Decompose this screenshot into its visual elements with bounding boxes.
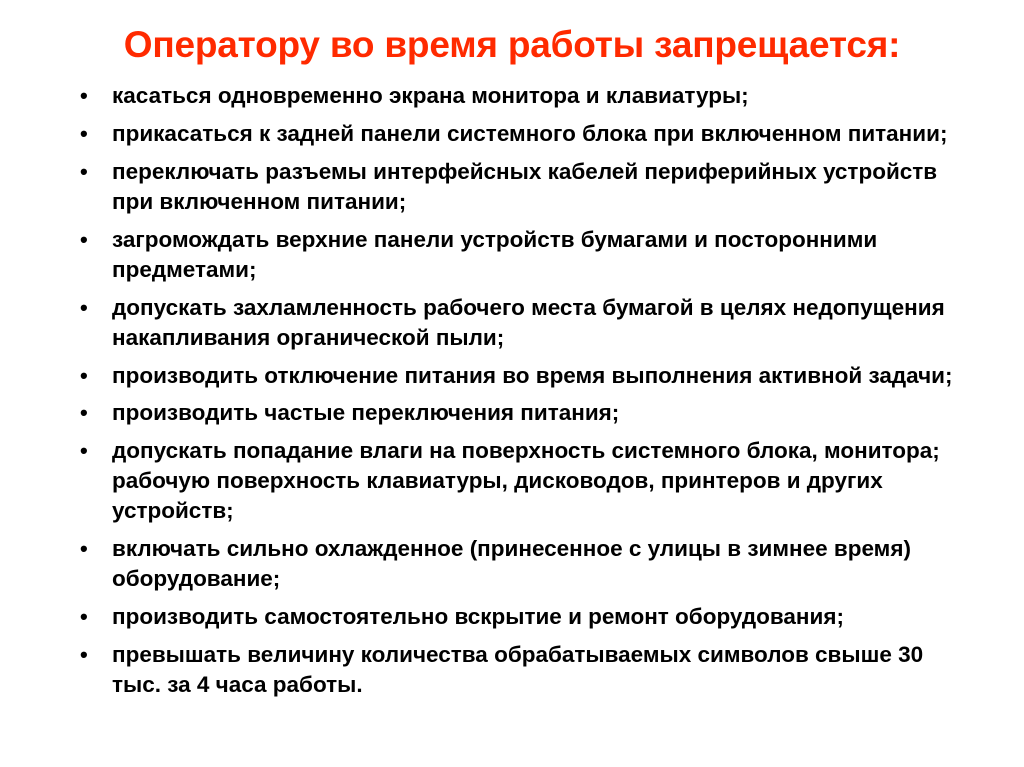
list-item-text: касаться одновременно экрана монитора и клавиатуры; [112,83,749,109]
page-title: Оператору во время работы запрещается: [123,24,901,65]
list-item-text: прикасаться к задней панели системного блока при включенном питании; [112,121,948,147]
bullet-icon: • [80,83,88,109]
list-item [62,225,978,285]
list-item [62,361,978,391]
list-item-text: производить самостоятельно вскрытие и ремонт оборудования; [112,603,844,629]
bullet-icon: • [80,536,88,562]
list-item [62,293,978,353]
list-item [62,119,978,149]
list-item-text: допускать попадание влаги на поверхность системного блока, монитора; рабочую поверхность клавиатуры, дисководов, принтеров и других устройств; [112,438,940,524]
bullet-icon: • [80,400,88,426]
list-item-text: превышать величину количества обрабатываемых символов свыше 30 тыс. за 4 часа работы. [112,641,924,697]
bullet-icon: • [80,438,88,464]
list-item [62,602,978,632]
list-item-text: загромождать верхние панели устройств бумагами и посторонними предметами; [112,226,878,282]
bullet-icon: • [80,362,88,388]
list-item-text: переключать разъемы интерфейсных кабелей периферийных устройств при включенном питании; [112,158,938,214]
bullet-icon: • [80,603,88,629]
list-item-text: включать сильно охлажденное (принесенное с улицы в зимнее время) оборудование; [112,536,911,592]
list-item [62,640,978,700]
bullet-icon: • [80,121,88,147]
list-item [62,398,978,428]
bullet-icon: • [80,158,88,184]
prohibitions-list [36,81,988,700]
bullet-icon: • [80,226,88,252]
bullet-icon: • [80,641,88,667]
list-item-text: допускать захламленность рабочего места бумагой в целях недопущения накапливания органической пыли; [112,294,945,350]
list-item [62,157,978,217]
list-item [62,436,978,526]
list-item [62,534,978,594]
bullet-icon: • [80,294,88,320]
list-item [62,81,978,111]
list-item-text: производить отключение питания во время выполнения активной задачи; [112,362,953,388]
list-item-text: производить частые переключения питания; [112,400,620,426]
